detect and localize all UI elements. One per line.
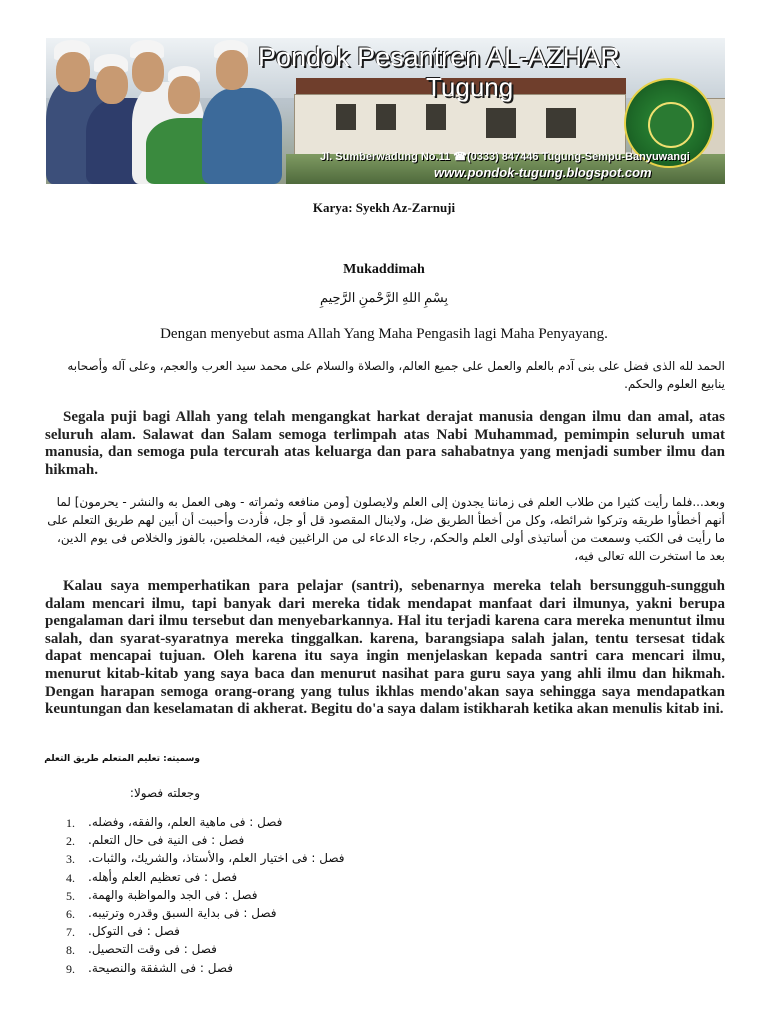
- arabic-paragraph-1: الحمد لله الذى فضل على بنى آدم بالعلم والعمل على جميع العالم، والصلاة والسلام على محمد سيد العرب والعجم، وعلى آله وأصحابه ينابيع العلوم والحكم.: [67, 359, 725, 391]
- list-number: 5.: [66, 888, 75, 903]
- book-naming-line: وسميته: تعليم المتعلم طريق التعلم: [44, 754, 200, 764]
- list-item: [66, 870, 406, 888]
- list-number: 1.: [66, 816, 75, 830]
- person-face: [216, 50, 248, 90]
- indonesian-paragraph-2: [45, 578, 725, 719]
- person-face: [56, 52, 90, 92]
- list-number: 2.: [66, 834, 75, 849]
- list-number: 9.: [66, 961, 75, 976]
- building-window: [426, 104, 446, 130]
- list-text: فصل : فى الجد والمواظبة والهمة.: [88, 887, 258, 902]
- author-line: Karya: Syekh Az-Zarnuji: [312, 200, 456, 215]
- indonesian-paragraph-1: [45, 409, 725, 479]
- list-item: [66, 833, 406, 851]
- person-figure: [202, 88, 282, 184]
- list-text: فصل : فى التوكل.: [88, 924, 180, 939]
- list-number: 7.: [66, 925, 75, 940]
- banner-address: Jl. Sumberwadung No.11 ☎(0333) 847446 Tugung-Sempu-Banyuwangi: [320, 151, 690, 163]
- section-title: Mukaddimah: [343, 262, 425, 277]
- list-text: فصل : فى وقت التحصيل.: [88, 942, 217, 957]
- list-text: فصل : فى ماهية العلم، والفقه، وفضله.: [88, 815, 283, 829]
- indonesian-paragraph-1-text: Segala puji bagi Allah yang telah mengangkat harkat derajat manusia dengan ilmu dan amal, atas seluruh alam. Salawat dan Salam semoga terlimpah atas Nabi Muhammad, pemimpin seluruh umat manusia, dan semoga pula tercurah atas keluarga dan para sahabatnya yang menjadi sumber ilmu dan hikmah.: [45, 409, 725, 478]
- person-face: [132, 52, 164, 92]
- arabic-paragraph-2: وبعد...فلما رأيت كثيرا من طلاب العلم فى زماننا يجدون إلى العلم ولايصلون [ومن منافعه وثمراته - وهى العمل به والنشر - يحرمون] لما أنهم أخطأوا طريقه وتركوا شرائطه، وكل من أخطأ الطريق ضل، ولاينال المقصود قل أو جل، فأردت وأحببت أن أبين لهم طريق التعلم على ما رأيت فى الكتب وسمعت من أساتيذى أولى العلم والحكم، رجاء الدعاء لى من الراغبين فيه، المخلصين، بالفوز والخلاص فى يوم الدين، بعد ما استخرت الله تعالى فيه،: [47, 495, 725, 563]
- building-window: [376, 104, 396, 130]
- header-banner: [46, 38, 725, 184]
- person-face: [96, 66, 128, 104]
- building-window: [336, 104, 356, 130]
- list-text: فصل : فى تعظيم العلم وأهله.: [88, 869, 238, 884]
- list-number: 6.: [66, 906, 75, 921]
- list-text: فصل : فى النية فى حال التعلم.: [88, 833, 245, 848]
- banner-subtitle: Tugung: [426, 72, 514, 102]
- chapters-intro: وجعلته فصولا:: [129, 786, 200, 800]
- basmalah: بِسْمِ اللهِ الرَّحْمنِ الرَّحِيمِ: [319, 290, 448, 305]
- list-text: فصل : فى اختيار العلم، والأستاذ، والشريك، والثبات.: [88, 851, 345, 866]
- basmalah-translation: Dengan menyebut asma Allah Yang Maha Pengasih lagi Maha Penyayang.: [160, 326, 608, 342]
- list-item: [66, 942, 406, 960]
- banner-title: Pondok Pesantren AL-AZHAR: [258, 42, 620, 72]
- list-text: فصل : فى بداية السبق وقدره وترتيبه.: [88, 905, 277, 920]
- list-item: [66, 815, 406, 833]
- list-item: [66, 906, 406, 924]
- building-window: [546, 108, 576, 138]
- chapter-list: [66, 815, 406, 979]
- list-text: فصل : فى الشفقة والنصيحة.: [88, 960, 233, 975]
- list-number: 3.: [66, 852, 75, 867]
- indonesian-paragraph-2-text: Kalau saya memperhatikan para pelajar (santri), sebenarnya mereka telah bersungguh-sungguh dalam mencari ilmu, tapi banyak dari mereka tidak mendapat manfaat dari ilmunya, yakni berupa pengalaman dari ilmu tersebut dan menyebarkannya. Hal itu terjadi karena cara mereka menuntut ilmu salah, dan syarat-syaratnya mereka tinggalkan. karena, barangsiapa salah jalan, tentu tersesat tidak dapat mencapai tujuan. Oleh karena itu saya ingin menjelaskan kepada santri cara mencari ilmu, menurut kitab-kitab yang saya baca dan menurut nasihat para guru saya yang ahli ilmu dan hikmah. Dengan harapan semoga orang-orang yang tulus ikhlas mendo'akan saya sehingga saya mendapatkan keuntungan dan keselamatan di akherat. Begitu do'a saya dalam istikharah ketika akan menulis kitab ini.: [45, 578, 725, 718]
- list-number: 4.: [66, 870, 75, 885]
- banner-website: www.pondok-tugung.blogspot.com: [434, 165, 652, 180]
- list-item: [66, 961, 406, 979]
- person-face: [168, 76, 200, 114]
- list-item: [66, 851, 406, 869]
- list-item: [66, 888, 406, 906]
- list-number: 8.: [66, 943, 75, 958]
- building-window: [486, 108, 516, 138]
- list-item: [66, 924, 406, 942]
